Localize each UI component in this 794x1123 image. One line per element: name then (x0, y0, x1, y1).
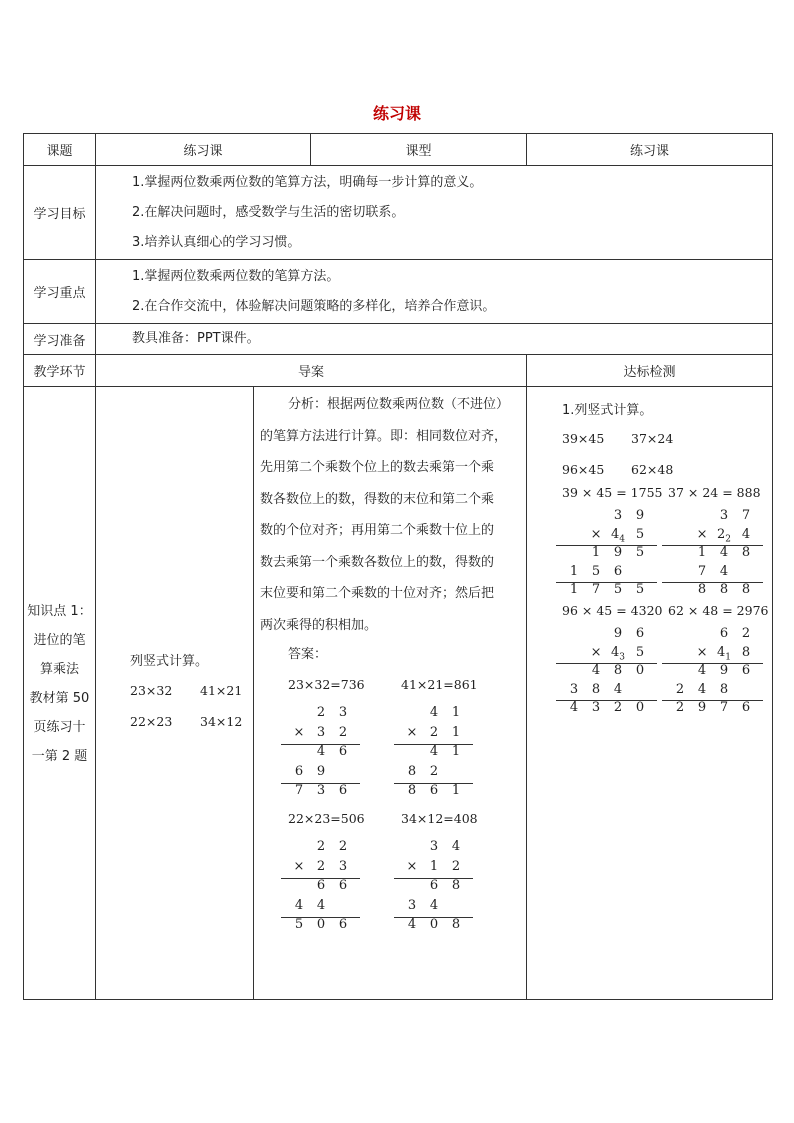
topic-value: 练习课 (96, 134, 311, 166)
multiplier-digit: 2 (429, 724, 439, 740)
multiplier-digit: 4 (741, 526, 751, 542)
partial-product-digit: 9 (316, 763, 326, 779)
partial-product-digit: 9 (719, 663, 729, 678)
partial-product-digit: 4 (429, 744, 439, 759)
product-digit: 0 (429, 917, 439, 932)
check-cell (527, 387, 773, 1000)
check-answer: 96 × 45 = 4320 (562, 603, 663, 618)
product-digit: 6 (338, 917, 348, 932)
product-digit: 1 (451, 783, 461, 798)
exercise-item: 34×12 (200, 714, 243, 729)
product-digit: 6 (741, 700, 751, 715)
goal-item: 2.在解决问题时，感受数学与生活的密切联系。 (132, 204, 405, 220)
check-title: 1.列竖式计算。 (562, 403, 653, 418)
knowledge-line: 一第 2 题 (31, 749, 88, 764)
carry-digit: 2 (725, 534, 732, 545)
partial-product-digit: 1 (697, 545, 707, 560)
carry-digit: 3 (619, 652, 626, 663)
partial-product-digit: 4 (316, 744, 326, 759)
analysis-line: 分析：根据两位数乘两位数（不进位） (288, 397, 510, 412)
partial-product-digit: 1 (569, 563, 579, 579)
multiplicand-digit: 2 (316, 839, 326, 854)
partial-product-digit: 8 (591, 681, 601, 697)
product-digit: 7 (591, 582, 601, 597)
carry-digit: 4 (619, 534, 626, 545)
product-digit: 5 (294, 917, 304, 932)
times-sign: × (406, 724, 418, 740)
product-digit: 5 (635, 582, 645, 597)
knowledge-line: 算乘法 (39, 662, 79, 677)
partial-product-digit: 8 (741, 545, 751, 560)
partial-product-digit: 8 (613, 663, 623, 678)
product-digit: 6 (429, 783, 439, 798)
multiplicand-digit: 7 (741, 508, 751, 523)
product-digit: 7 (719, 700, 729, 715)
multiplier-digit: 5 (635, 644, 645, 660)
prep-label: 学习准备 (24, 324, 96, 355)
knowledge-point-text (24, 597, 95, 771)
product-digit: 8 (407, 783, 417, 798)
partial-product-digit: 2 (675, 681, 685, 697)
multiplier-digit: 3 (316, 724, 326, 740)
multiplicand-digit: 6 (719, 626, 729, 641)
partial-product-digit: 3 (569, 681, 579, 697)
prep-content (96, 324, 773, 355)
multiplier-digit: 2 (338, 724, 348, 740)
keypoints-label: 学习重点 (24, 260, 96, 324)
header-guide: 导案 (96, 355, 527, 387)
times-sign: × (696, 644, 708, 660)
product-digit: 4 (569, 700, 579, 715)
partial-product-digit: 3 (407, 897, 417, 913)
product-digit: 8 (697, 582, 707, 597)
partial-product-digit: 4 (697, 681, 707, 697)
multiplier-digit: 5 (635, 526, 645, 542)
topic-label: 课题 (24, 134, 96, 166)
type-value: 练习课 (527, 134, 773, 166)
lesson-plan-table (23, 133, 773, 1000)
times-sign: × (696, 526, 708, 542)
exercise-item: 23×32 (130, 683, 173, 698)
multiplier-digit: $4_1$ (717, 644, 732, 663)
multiplicand-digit: 1 (451, 705, 461, 720)
analysis-line: 数的个位对齐；再用第二个乘数十位上的 (260, 523, 495, 538)
analysis-line: 的笔算方法进行计算。即：相同数位对齐， (260, 428, 508, 444)
partial-product-digit: 5 (635, 545, 645, 560)
multiplicand-digit: 2 (338, 839, 348, 854)
partial-product-digit: 7 (697, 563, 707, 579)
partial-product-digit: 4 (429, 897, 439, 913)
analysis-line: 两次乘得的积相加。 (260, 617, 378, 633)
analysis-line: 数各数位上的数，得数的末位和第二个乘 (260, 491, 495, 507)
multiplicand-digit: 6 (635, 626, 645, 641)
times-sign: × (293, 724, 305, 740)
partial-product-digit: 1 (591, 545, 601, 560)
analysis-line: 数去乘第一个乘数各数位上的数，得数的 (260, 554, 495, 570)
product-digit: 2 (613, 700, 623, 715)
multiplicand-digit: 9 (635, 508, 645, 523)
knowledge-point-cell (24, 387, 96, 1000)
multiplier-digit: $2_2$ (717, 526, 732, 545)
check-problem: 37×24 (631, 431, 674, 446)
check-answer: 39 × 45 = 1755 (562, 485, 663, 500)
product-digit: 3 (316, 783, 326, 798)
exercise-cell (96, 387, 254, 1000)
answer-equation: 23×32=736 (288, 677, 365, 692)
multiplier-digit: 8 (741, 644, 751, 660)
partial-product-digit: 4 (316, 897, 326, 913)
partial-product-digit: 6 (338, 878, 348, 893)
partial-product-digit: 6 (316, 878, 326, 893)
knowledge-line: 教材第 50 (29, 691, 90, 706)
product-digit: 8 (451, 917, 461, 932)
multiplicand-digit: 3 (613, 508, 623, 523)
answer-label: 答案： (288, 647, 328, 662)
multiplicand-digit: 4 (429, 705, 439, 720)
header-stage: 教学环节 (24, 355, 96, 387)
exercise-item: 22×23 (130, 714, 173, 729)
knowledge-line: 知识点 1： (27, 604, 92, 619)
partial-product-digit: 0 (635, 663, 645, 678)
partial-product-digit: 6 (294, 763, 304, 779)
partial-product-digit: 4 (591, 663, 601, 678)
partial-product-digit: 6 (338, 744, 348, 759)
document-title: 练习课 (372, 104, 421, 123)
goals-content (96, 166, 773, 260)
partial-product-digit: 6 (613, 563, 623, 579)
multiplier-digit: $4_4$ (611, 526, 626, 545)
knowledge-line: 进位的笔 (33, 633, 86, 648)
partial-product-digit: 4 (294, 897, 304, 913)
carry-digit: 1 (725, 652, 732, 663)
keypoints-content (96, 260, 773, 324)
product-digit: 0 (316, 917, 326, 932)
partial-product-digit: 8 (451, 878, 461, 893)
times-sign: × (293, 858, 305, 874)
product-digit: 8 (719, 582, 729, 597)
analysis-cell (254, 387, 527, 1000)
partial-product-digit: 4 (697, 663, 707, 678)
product-digit: 2 (675, 700, 685, 715)
product-digit: 0 (635, 700, 645, 715)
goal-item: 3.培养认真细心的学习习惯。 (132, 234, 301, 250)
check-answer: 37 × 24 = 888 (668, 485, 761, 500)
product-digit: 1 (569, 582, 579, 597)
analysis-text (260, 389, 520, 641)
keypoint-item: 1.掌握两位数乘两位数的笔算方法。 (132, 268, 340, 284)
multiplier-digit: 2 (451, 858, 461, 874)
answer-equation: 34×12=408 (401, 811, 478, 826)
multiplier-digit: 1 (451, 724, 461, 740)
times-sign: × (406, 858, 418, 874)
partial-product-digit: 6 (429, 878, 439, 893)
product-digit: 6 (338, 783, 348, 798)
goals-label: 学习目标 (24, 166, 96, 260)
partial-product-digit: 6 (741, 663, 751, 678)
partial-product-digit: 1 (451, 744, 461, 759)
product-digit: 5 (613, 582, 623, 597)
multiplicand-digit: 3 (338, 705, 348, 720)
multiplicand-digit: 2 (741, 626, 751, 641)
goal-item: 1.掌握两位数乘两位数的笔算方法，明确每一步计算的意义。 (132, 174, 483, 190)
product-digit: 4 (407, 917, 417, 932)
multiplier-digit: $4_3$ (611, 644, 626, 663)
partial-product-digit: 4 (719, 545, 729, 560)
product-digit: 8 (741, 582, 751, 597)
answer-equation: 22×23=506 (288, 811, 365, 826)
partial-product-digit: 4 (613, 681, 623, 697)
prep-text: 教具准备：PPT课件。 (132, 331, 260, 346)
analysis-line: 先用第二个乘数个位上的数去乘第一个乘 (260, 460, 495, 475)
exercise-item: 41×21 (200, 683, 243, 698)
check-problem: 62×48 (631, 462, 674, 477)
multiplicand-digit: 4 (451, 839, 461, 854)
answer-equation: 41×21=861 (401, 677, 478, 692)
partial-product-digit: 5 (591, 563, 601, 579)
exercise-title: 列竖式计算。 (130, 654, 209, 669)
multiplier-digit: 2 (316, 858, 326, 874)
partial-product-digit: 2 (429, 763, 439, 779)
knowledge-line: 页练习十 (33, 720, 86, 735)
type-label: 课型 (311, 134, 527, 166)
times-sign: × (590, 526, 602, 542)
analysis-line: 末位要和第二个乘数的十位对齐；然后把 (260, 586, 495, 601)
multiplicand-digit: 9 (613, 626, 623, 641)
check-problem: 96×45 (562, 462, 605, 477)
partial-product-digit: 8 (719, 681, 729, 697)
partial-product-digit: 4 (719, 563, 729, 579)
product-digit: 9 (697, 700, 707, 715)
multiplicand-digit: 3 (429, 839, 439, 854)
product-digit: 7 (294, 783, 304, 798)
partial-product-digit: 9 (613, 545, 623, 560)
multiplier-digit: 1 (429, 858, 439, 874)
check-answer: 62 × 48 = 2976 (668, 603, 769, 618)
multiplicand-digit: 2 (316, 705, 326, 720)
partial-product-digit: 8 (407, 763, 417, 779)
multiplier-digit: 3 (338, 858, 348, 874)
check-problem: 39×45 (562, 431, 605, 446)
multiplicand-digit: 3 (719, 508, 729, 523)
header-check: 达标检测 (527, 355, 773, 387)
times-sign: × (590, 644, 602, 660)
product-digit: 3 (591, 700, 601, 715)
keypoint-item: 2.在合作交流中，体验解决问题策略的多样化，培养合作意识。 (132, 298, 496, 314)
